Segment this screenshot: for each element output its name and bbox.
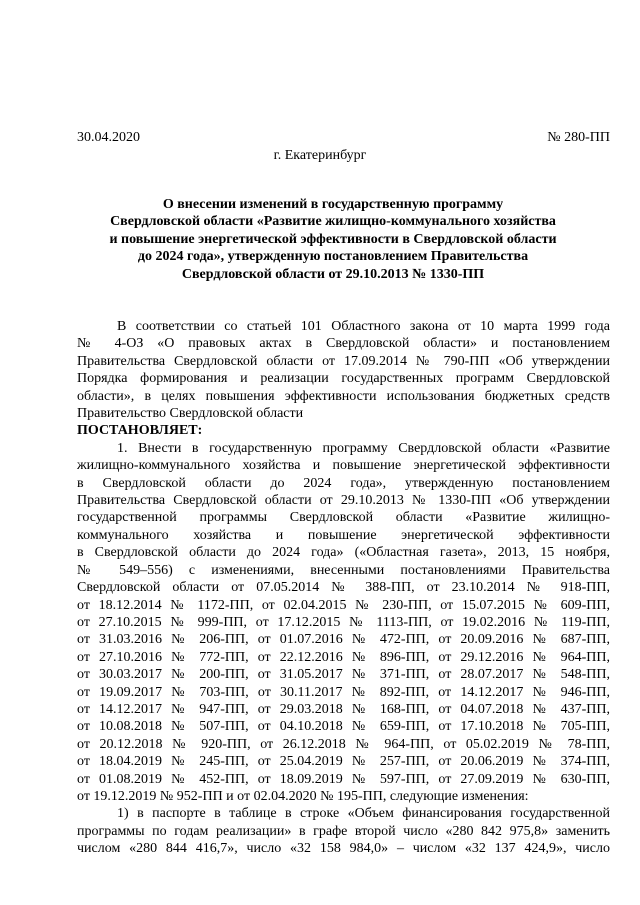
- title-line: О внесении изменений в государственную программу: [162, 197, 504, 212]
- text-line: от 27.10.2015 № 999-ПП, от 17.12.2015 № 1113-ПП, от 19.02.2016 № 119-ПП,: [77, 614, 610, 630]
- document-number: № 280-ПП: [547, 130, 610, 145]
- text-line: коммунального хозяйства и повышение энергетической эффективности: [77, 527, 610, 543]
- document-title: [70, 196, 596, 283]
- text-line: числом «280 844 416,7», число «32 158 984,0» – числом «32 137 424,9», число: [77, 841, 610, 857]
- text-line: государственной программы Свердловской области «Развитие жилищно-: [77, 510, 610, 526]
- text-line: от 30.03.2017 № 200-ПП, от 31.05.2017 № 371-ПП, от 28.07.2017 № 548-ПП,: [77, 667, 610, 683]
- text-line: Правительства Свердловской области от 17.09.2014 № 790-ПП «Об утверждении: [77, 353, 610, 369]
- document-city: г. Екатеринбург: [273, 148, 367, 163]
- decree-heading: ПОСТАНОВЛЯЕТ:: [77, 423, 203, 439]
- text-line: от 20.12.2018 № 920-ПП, от 26.12.2018 № 964-ПП, от 05.02.2019 № 78-ПП,: [77, 736, 610, 752]
- text-line: от 19.12.2019 № 952-ПП и от 02.04.2020 № 195-ПП, следующие изменения:: [77, 788, 529, 804]
- document-date: 30.04.2020: [77, 130, 140, 145]
- subitem-1-paragraph: [77, 805, 610, 857]
- text-line: в Свердловской области до 2024 года», утвержденную постановлением: [77, 475, 610, 491]
- text-line: от 18.12.2014 № 1172-ПП, от 02.04.2015 № 230-ПП, от 15.07.2015 № 609-ПП,: [77, 597, 610, 613]
- text-line: № 549–556) с изменениями, внесенными постановлениями Правительства: [77, 562, 610, 578]
- text-line: Порядка формирования и реализации государственных программ Свердловской: [77, 371, 610, 387]
- text-line: в Свердловской области до 2024 года» («Областная газета», 2013, 15 ноября,: [77, 545, 610, 561]
- text-line: Свердловской области от 07.05.2014 № 388-ПП, от 23.10.2014 № 918-ПП,: [77, 580, 610, 596]
- text-line: от 31.03.2016 № 206-ПП, от 01.07.2016 № 472-ПП, от 20.09.2016 № 687-ПП,: [77, 632, 610, 648]
- text-line: от 19.09.2017 № 703-ПП, от 30.11.2017 № 892-ПП, от 14.12.2017 № 946-ПП,: [77, 684, 610, 700]
- text-line: от 18.04.2019 № 245-ПП, от 25.04.2019 № 257-ПП, от 20.06.2019 № 374-ПП,: [77, 754, 610, 770]
- text-line: от 10.08.2018 № 507-ПП, от 04.10.2018 № 659-ПП, от 17.10.2018 № 705-ПП,: [77, 719, 610, 735]
- text-line: Правительства Свердловской области от 29.10.2013 № 1330-ПП «Об утверждении: [77, 493, 610, 509]
- text-line: от 27.10.2016 № 772-ПП, от 22.12.2016 № 896-ПП, от 29.12.2016 № 964-ПП,: [77, 649, 610, 665]
- text-line: В соответствии со статьей 101 Областного закона от 10 марта 1999 года: [117, 319, 610, 334]
- text-line: от 01.08.2019 № 452-ПП, от 18.09.2019 № 597-ПП, от 27.09.2019 № 630-ПП,: [77, 771, 610, 787]
- text-line: 1) в паспорте в таблице в строке «Объем финансирования государственной: [117, 806, 610, 822]
- document-body: [77, 318, 610, 858]
- text-line: 1. Внести в государственную программу Свердловской области «Развитие: [117, 440, 610, 456]
- text-line: № 4-ОЗ «О правовых актах в Свердловской области» и постановлением: [77, 336, 610, 352]
- title-line: Свердловской области от 29.10.2013 № 1330-ПП: [181, 266, 485, 282]
- text-line: от 14.12.2017 № 947-ПП, от 29.03.2018 № 168-ПП, от 04.07.2018 № 437-ПП,: [77, 701, 610, 717]
- title-line: Свердловской области «Развитие жилищно-коммунального хозяйства: [110, 214, 556, 230]
- title-line: до 2024 года», утвержденную постановлением Правительства: [137, 249, 529, 265]
- text-line: жилищно-коммунального хозяйства и повышение энергетической эффективности: [77, 458, 610, 474]
- text-line: программы по годам реализации» в графе второй число «280 842 975,8» заменить: [77, 823, 610, 839]
- text-line: области», в целях повышения эффективности использования бюджетных средств: [77, 388, 610, 404]
- title-line: и повышение энергетической эффективности в Свердловской области: [109, 231, 557, 247]
- item-1-paragraph: [77, 440, 610, 806]
- text-line: Правительство Свердловской области: [77, 406, 304, 422]
- preamble-paragraph: [77, 318, 610, 422]
